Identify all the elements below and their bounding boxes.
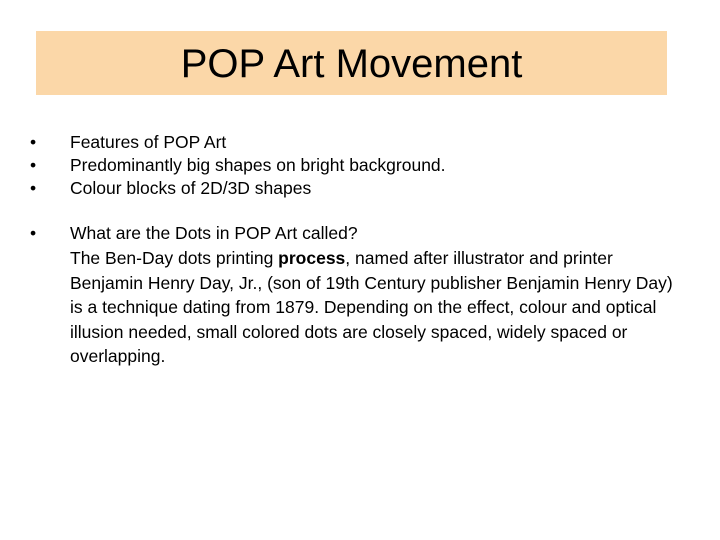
- bullet-marker: [30, 177, 70, 200]
- answer-bold-word: process: [278, 248, 346, 268]
- bullet-text: Colour blocks of 2D/3D shapes: [70, 178, 312, 198]
- question-bullet: [30, 222, 690, 245]
- answer-paragraph: [30, 246, 690, 369]
- bullet-text: Predominantly big shapes on bright background.: [70, 155, 446, 175]
- bullet-marker: [30, 222, 70, 245]
- bullet-marker: [30, 131, 70, 154]
- bullet-list: [30, 131, 690, 369]
- bullet-item: [30, 131, 690, 154]
- bullet-item: [30, 177, 690, 200]
- bullet-marker: [30, 154, 70, 177]
- slide-title: POP Art Movement: [180, 42, 523, 86]
- spacer: [30, 200, 690, 222]
- answer-text-end: , named after illustrator and printer Benjamin Henry Day, Jr., (son of 19th Century publisher Benjamin Henry Day) is a technique dating from 1879. Depending on the effect, colour and optical illusion needed, small colored dots are closely spaced, widely spaced or overlapping.: [70, 248, 673, 366]
- answer-text-start: The Ben-Day dots printing: [70, 248, 279, 268]
- bullet-text: Features of POP Art: [70, 132, 227, 152]
- question-text: What are the Dots in POP Art called?: [70, 223, 358, 243]
- title-banner: [36, 31, 667, 95]
- bullet-item: [30, 154, 690, 177]
